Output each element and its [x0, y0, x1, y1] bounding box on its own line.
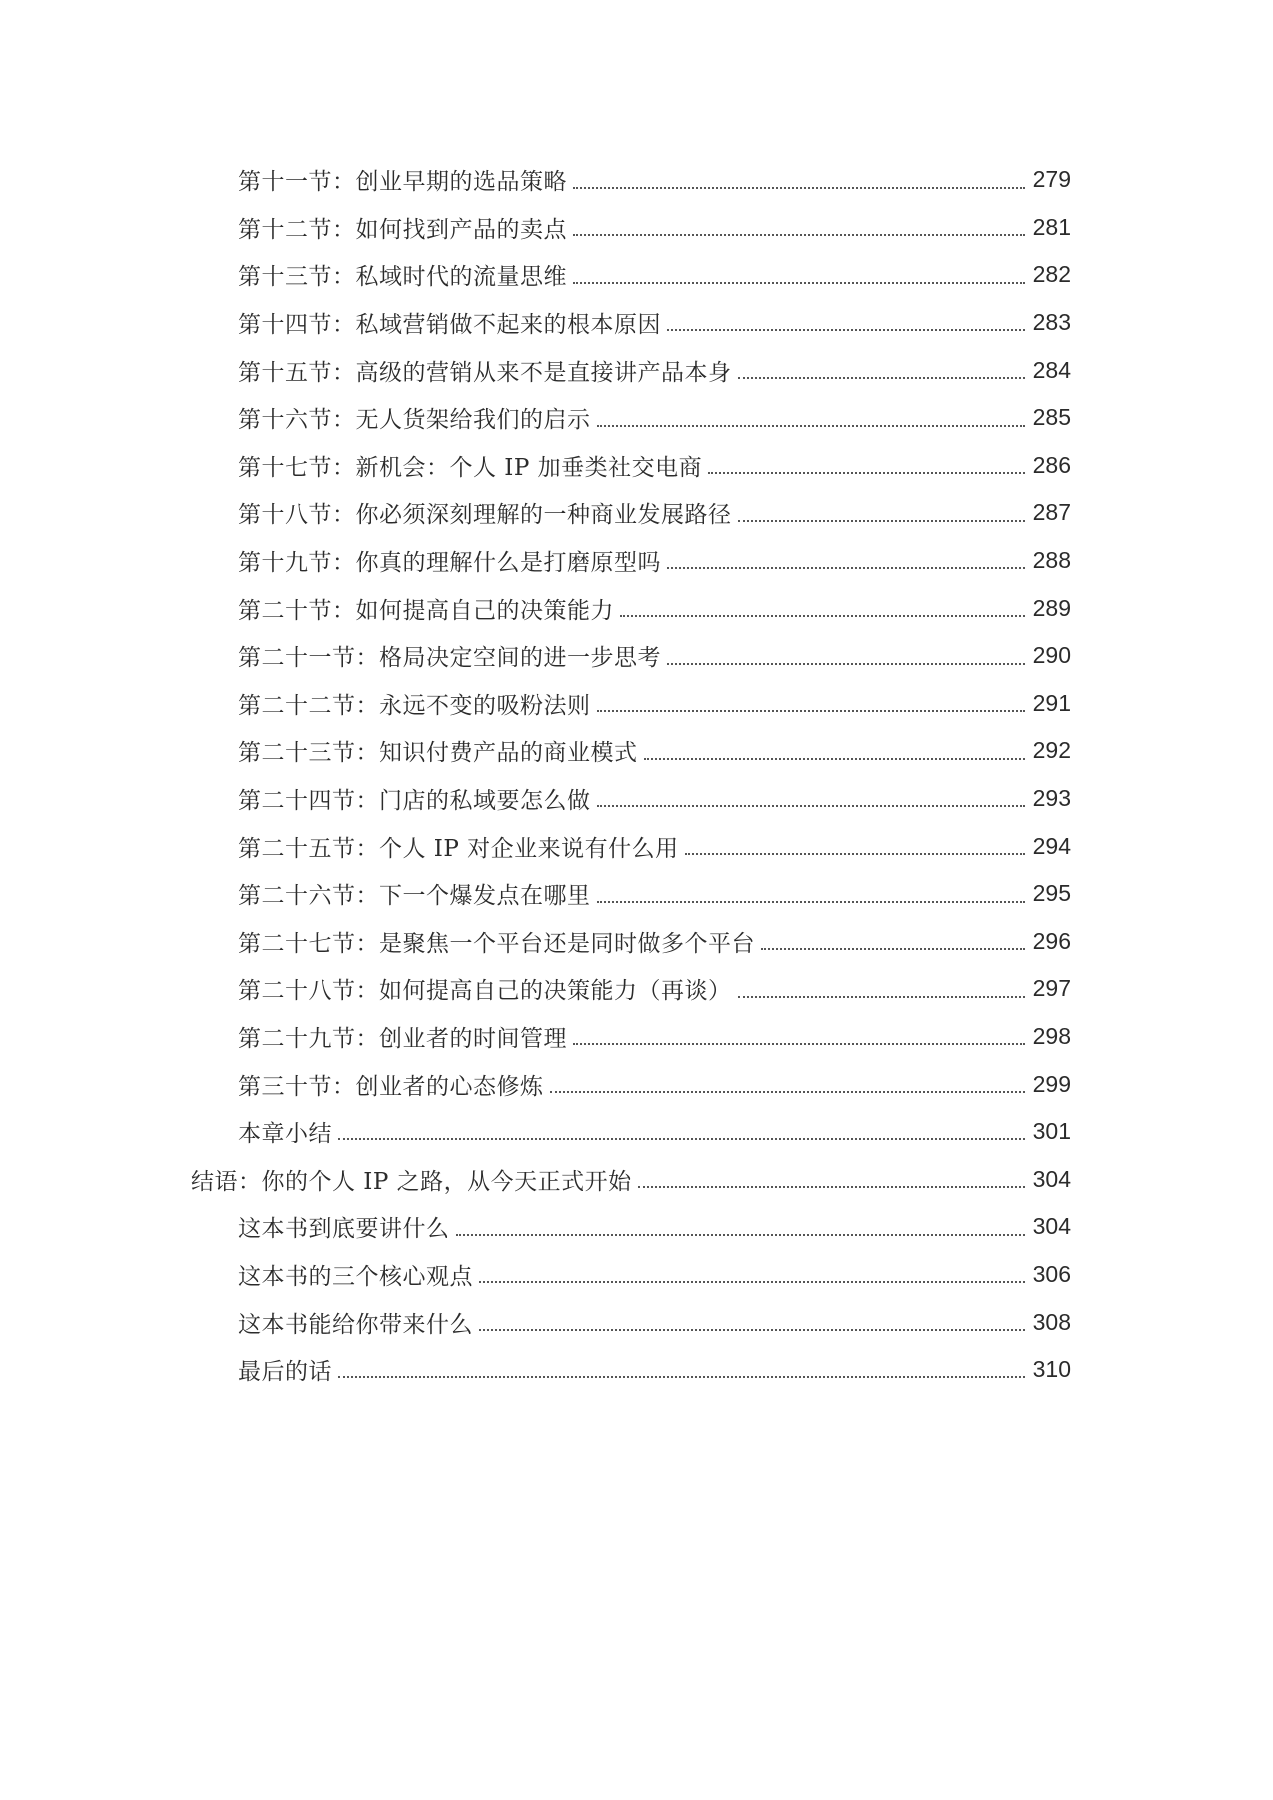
- toc-entry[interactable]: [0, 1108, 1273, 1156]
- toc-entry[interactable]: [0, 1013, 1273, 1061]
- toc-entry-page-number: 292: [1032, 737, 1071, 764]
- toc-entry-title: 第十九节：你真的理解什么是打磨原型吗: [238, 550, 661, 577]
- dot-leader: [685, 853, 1025, 855]
- toc-entry[interactable]: [0, 632, 1273, 680]
- toc-entry-title: 第十六节：无人货架给我们的启示: [238, 407, 591, 434]
- toc-entry-title: 第二十三节：知识付费产品的商业模式: [238, 740, 638, 767]
- toc-entry-page-number: 297: [1032, 975, 1071, 1002]
- toc-entry[interactable]: [0, 346, 1273, 394]
- toc-entry-title: 第二十五节：个人 IP 对企业来说有什么用: [238, 835, 679, 862]
- toc-entry-title: 第二十节：如何提高自己的决策能力: [238, 597, 614, 624]
- toc-entry[interactable]: [0, 965, 1273, 1013]
- toc-entry-page-number: 298: [1032, 1022, 1071, 1049]
- toc-entry[interactable]: [0, 1155, 1273, 1203]
- toc-entry[interactable]: [0, 1251, 1273, 1299]
- toc-entry[interactable]: [0, 680, 1273, 728]
- toc-entry-title: 第十三节：私域时代的流量思维: [238, 264, 567, 291]
- dot-leader: [338, 1376, 1025, 1378]
- toc-entry-page-number: 306: [1032, 1260, 1071, 1287]
- toc-entry-title: 第二十七节：是聚焦一个平台还是同时做多个平台: [238, 930, 755, 957]
- toc-entry[interactable]: [0, 870, 1273, 918]
- toc-entry-page-number: 285: [1032, 404, 1071, 431]
- toc-entry-title: 第二十二节：永远不变的吸粉法则: [238, 692, 591, 719]
- toc-entry[interactable]: [0, 394, 1273, 442]
- toc-entry[interactable]: [0, 299, 1273, 347]
- toc-entry-title: 第二十六节：下一个爆发点在哪里: [238, 883, 591, 910]
- dot-leader: [738, 520, 1026, 522]
- dot-leader: [573, 282, 1025, 284]
- toc-entry[interactable]: [0, 1203, 1273, 1251]
- toc-entry-page-number: 291: [1032, 689, 1071, 716]
- toc-entry-page-number: 308: [1032, 1308, 1071, 1335]
- toc-entry-page-number: 281: [1032, 213, 1071, 240]
- toc-entry-page-number: 279: [1032, 166, 1071, 193]
- toc-entry[interactable]: [0, 584, 1273, 632]
- dot-leader: [644, 758, 1026, 760]
- toc-entry-page-number: 294: [1032, 832, 1071, 859]
- toc-entry-title: 这本书的三个核心观点: [238, 1263, 473, 1290]
- toc-entry-title: 第十七节：新机会：个人 IP 加垂类社交电商: [238, 454, 703, 481]
- toc-entry[interactable]: [0, 1060, 1273, 1108]
- toc-entry-title: 第十五节：高级的营销从来不是直接讲产品本身: [238, 359, 732, 386]
- dot-leader: [667, 567, 1025, 569]
- toc-entry-title: 结语：你的个人 IP 之路，从今天正式开始: [191, 1168, 632, 1195]
- table-of-contents: [0, 156, 1273, 1393]
- toc-entry-page-number: 284: [1032, 356, 1071, 383]
- toc-entry-page-number: 304: [1032, 1165, 1071, 1192]
- dot-leader: [573, 1043, 1025, 1045]
- toc-entry-page-number: 287: [1032, 499, 1071, 526]
- toc-entry-title: 第二十四节：门店的私域要怎么做: [238, 788, 591, 815]
- toc-entry-title: 第十二节：如何找到产品的卖点: [238, 216, 567, 243]
- toc-entry-page-number: 282: [1032, 261, 1071, 288]
- dot-leader: [573, 234, 1025, 236]
- toc-entry-title: 第二十八节：如何提高自己的决策能力（再谈）: [238, 978, 732, 1005]
- toc-entry-page-number: 299: [1032, 1070, 1071, 1097]
- toc-entry-title: 第二十一节：格局决定空间的进一步思考: [238, 645, 661, 672]
- toc-entry[interactable]: [0, 822, 1273, 870]
- toc-entry[interactable]: [0, 442, 1273, 490]
- toc-entry-title: 本章小结: [238, 1121, 332, 1148]
- dot-leader: [550, 1091, 1026, 1093]
- toc-entry-page-number: 296: [1032, 927, 1071, 954]
- dot-leader: [738, 996, 1026, 998]
- toc-entry[interactable]: [0, 1298, 1273, 1346]
- dot-leader: [338, 1138, 1025, 1140]
- toc-entry[interactable]: [0, 489, 1273, 537]
- dot-leader: [479, 1281, 1025, 1283]
- dot-leader: [597, 425, 1026, 427]
- toc-entry[interactable]: [0, 1346, 1273, 1394]
- dot-leader: [620, 615, 1025, 617]
- dot-leader: [597, 901, 1026, 903]
- toc-entry-title: 第十八节：你必须深刻理解的一种商业发展路径: [238, 502, 732, 529]
- toc-entry-page-number: 288: [1032, 547, 1071, 574]
- dot-leader: [638, 1186, 1025, 1188]
- toc-entry-page-number: 286: [1032, 451, 1071, 478]
- toc-entry[interactable]: [0, 204, 1273, 252]
- toc-entry-title: 第十四节：私域营销做不起来的根本原因: [238, 312, 661, 339]
- toc-entry[interactable]: [0, 251, 1273, 299]
- toc-entry-title: 这本书能给你带来什么: [238, 1311, 473, 1338]
- dot-leader: [708, 472, 1025, 474]
- toc-entry-page-number: 283: [1032, 309, 1071, 336]
- dot-leader: [667, 329, 1025, 331]
- dot-leader: [573, 187, 1025, 189]
- dot-leader: [479, 1329, 1025, 1331]
- toc-entry-page-number: 301: [1032, 1118, 1071, 1145]
- toc-entry[interactable]: [0, 537, 1273, 585]
- dot-leader: [738, 377, 1026, 379]
- toc-entry-page-number: 304: [1032, 1213, 1071, 1240]
- dot-leader: [456, 1234, 1026, 1236]
- toc-entry-title: 第三十节：创业者的心态修炼: [238, 1073, 544, 1100]
- dot-leader: [597, 805, 1026, 807]
- toc-entry-title: 第十一节：创业早期的选品策略: [238, 169, 567, 196]
- toc-entry-page-number: 290: [1032, 642, 1071, 669]
- toc-entry[interactable]: [0, 727, 1273, 775]
- dot-leader: [761, 948, 1025, 950]
- dot-leader: [597, 710, 1026, 712]
- toc-entry-page-number: 293: [1032, 785, 1071, 812]
- toc-entry-title: 这本书到底要讲什么: [238, 1216, 450, 1243]
- toc-entry-title: 最后的话: [238, 1359, 332, 1386]
- toc-entry[interactable]: [0, 156, 1273, 204]
- toc-entry-page-number: 310: [1032, 1356, 1071, 1383]
- toc-entry-title: 第二十九节：创业者的时间管理: [238, 1025, 567, 1052]
- dot-leader: [667, 663, 1025, 665]
- toc-entry-page-number: 295: [1032, 880, 1071, 907]
- toc-entry[interactable]: [0, 775, 1273, 823]
- toc-entry[interactable]: [0, 918, 1273, 966]
- toc-entry-page-number: 289: [1032, 594, 1071, 621]
